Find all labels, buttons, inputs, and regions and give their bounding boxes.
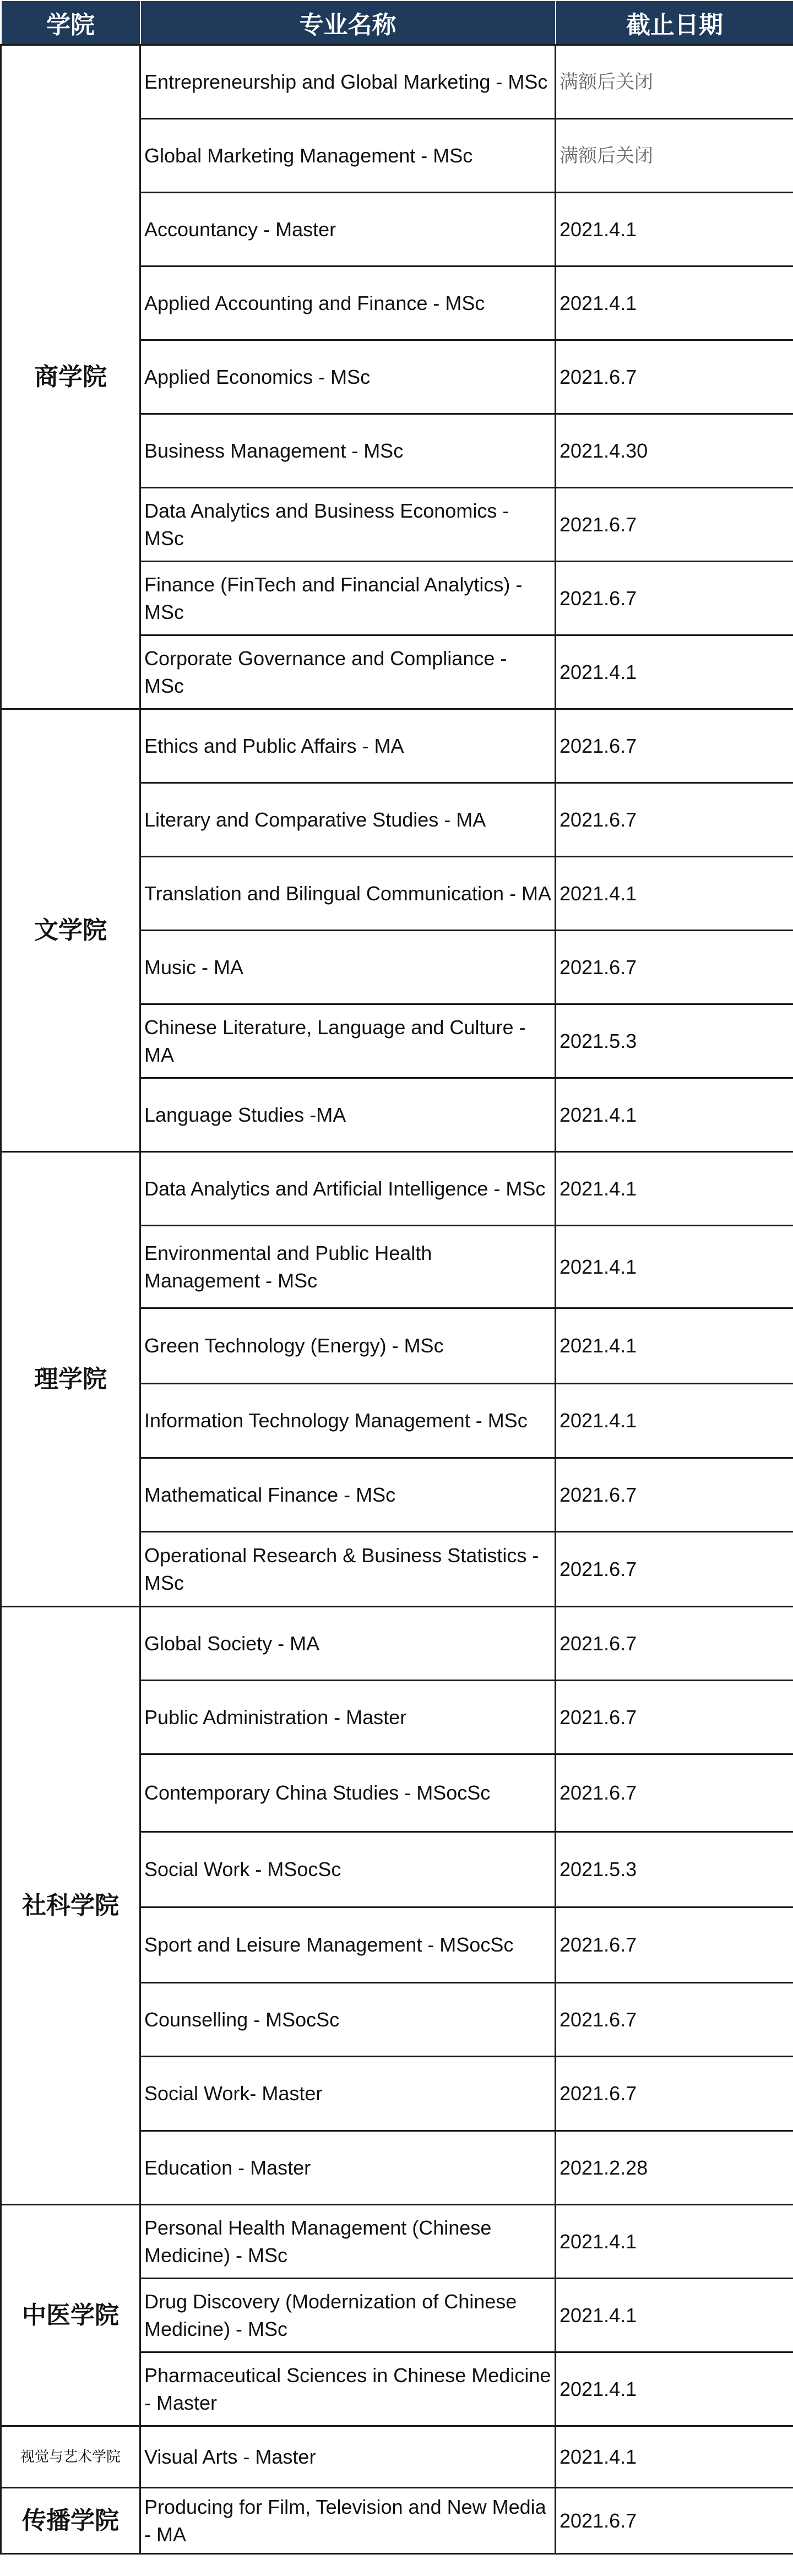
deadline-cell: 满额后关闭 [556,45,793,119]
program-cell: Language Studies -MA [140,1078,556,1152]
program-cell: Social Work - MSocSc [140,1832,556,1907]
school-cell: 传播学院 [1,2488,140,2554]
school-cell: 理学院 [1,1152,140,1607]
program-cell: Applied Accounting and Finance - MSc [140,267,556,340]
header-deadline: 截止日期 [556,1,793,45]
program-cell: Operational Research & Business Statistics - MSc [140,1532,556,1607]
deadline-cell: 2021.5.3 [556,1004,793,1078]
program-cell: Accountancy - Master [140,193,556,267]
program-cell: Drug Discovery (Modernization of Chinese Medicine) - MSc [140,2279,556,2352]
school-cell: 中医学院 [1,2205,140,2426]
deadline-cell: 2021.6.7 [556,2057,793,2131]
program-cell: Counselling - MSocSc [140,1983,556,2057]
table-row [1,2205,793,2279]
deadline-cell: 2021.4.1 [556,2279,793,2352]
program-cell: Business Management - MSc [140,414,556,488]
table-row [1,709,793,783]
deadline-cell: 2021.4.1 [556,193,793,267]
deadline-cell: 2021.4.1 [556,1384,793,1458]
program-cell: Sport and Leisure Management - MSocSc [140,1907,556,1983]
deadline-cell: 2021.4.1 [556,267,793,340]
school-cell: 商学院 [1,45,140,709]
deadline-cell: 2021.6.7 [556,1607,793,1681]
deadline-cell: 2021.6.7 [556,1907,793,1983]
table-row [1,1152,793,1226]
school-cell: 视觉与艺术学院 [1,2426,140,2488]
header-school: 学院 [1,1,140,45]
deadline-cell: 2021.5.3 [556,1832,793,1907]
program-cell: Public Administration - Master [140,1681,556,1754]
program-cell: Contemporary China Studies - MSocSc [140,1754,556,1832]
program-cell: Literary and Comparative Studies - MA [140,783,556,857]
deadline-cell: 2021.4.30 [556,414,793,488]
program-cell: Education - Master [140,2131,556,2205]
deadline-cell: 2021.6.7 [556,783,793,857]
deadline-cell: 2021.6.7 [556,1532,793,1607]
program-cell: Applied Economics - MSc [140,340,556,414]
table-row [1,2488,793,2554]
deadline-cell: 2021.6.7 [556,1681,793,1754]
program-cell: Global Marketing Management - MSc [140,119,556,193]
program-cell: Music - MA [140,931,556,1004]
program-cell: Data Analytics and Business Economics - MSc [140,488,556,562]
program-cell: Chinese Literature, Language and Culture - MA [140,1004,556,1078]
table-row [1,45,793,119]
school-cell: 社科学院 [1,1607,140,2205]
program-cell: Corporate Governance and Compliance - MSc [140,635,556,709]
table-row [1,2426,793,2488]
program-cell: Translation and Bilingual Communication - MA [140,857,556,931]
program-cell: Global Society - MA [140,1607,556,1681]
deadline-cell: 2021.6.7 [556,2488,793,2554]
program-cell: Visual Arts - Master [140,2426,556,2488]
deadline-cell: 2021.4.1 [556,1226,793,1308]
deadline-cell: 满额后关闭 [556,119,793,193]
program-cell: Environmental and Public Health Management - MSc [140,1226,556,1308]
deadline-cell: 2021.6.7 [556,488,793,562]
deadline-cell: 2021.2.28 [556,2131,793,2205]
program-cell: Producing for Film, Television and New Media - MA [140,2488,556,2554]
table-header [1,1,793,45]
deadline-cell: 2021.4.1 [556,2205,793,2279]
deadline-cell: 2021.4.1 [556,1078,793,1152]
deadline-cell: 2021.6.7 [556,931,793,1004]
program-cell: Entrepreneurship and Global Marketing - MSc [140,45,556,119]
table-row [1,1607,793,1681]
program-cell: Ethics and Public Affairs - MA [140,709,556,783]
header-program: 专业名称 [140,1,556,45]
program-cell: Green Technology (Energy) - MSc [140,1308,556,1384]
deadline-cell: 2021.4.1 [556,635,793,709]
program-cell: Mathematical Finance - MSc [140,1458,556,1532]
deadline-cell: 2021.4.1 [556,1308,793,1384]
school-cell: 文学院 [1,709,140,1152]
deadline-cell: 2021.4.1 [556,857,793,931]
deadline-cell: 2021.6.7 [556,1458,793,1532]
program-cell: Social Work- Master [140,2057,556,2131]
program-cell: Information Technology Management - MSc [140,1384,556,1458]
program-cell: Finance (FinTech and Financial Analytics) - MSc [140,562,556,635]
deadline-cell: 2021.4.1 [556,2352,793,2426]
deadline-cell: 2021.6.7 [556,1754,793,1832]
program-cell: Personal Health Management (Chinese Medicine) - MSc [140,2205,556,2279]
deadline-cell: 2021.4.1 [556,1152,793,1226]
deadline-cell: 2021.6.7 [556,709,793,783]
program-cell: Pharmaceutical Sciences in Chinese Medicine - Master [140,2352,556,2426]
program-cell: Data Analytics and Artificial Intelligence - MSc [140,1152,556,1226]
deadline-cell: 2021.6.7 [556,340,793,414]
deadline-cell: 2021.6.7 [556,1983,793,2057]
deadline-cell: 2021.4.1 [556,2426,793,2488]
deadline-cell: 2021.6.7 [556,562,793,635]
